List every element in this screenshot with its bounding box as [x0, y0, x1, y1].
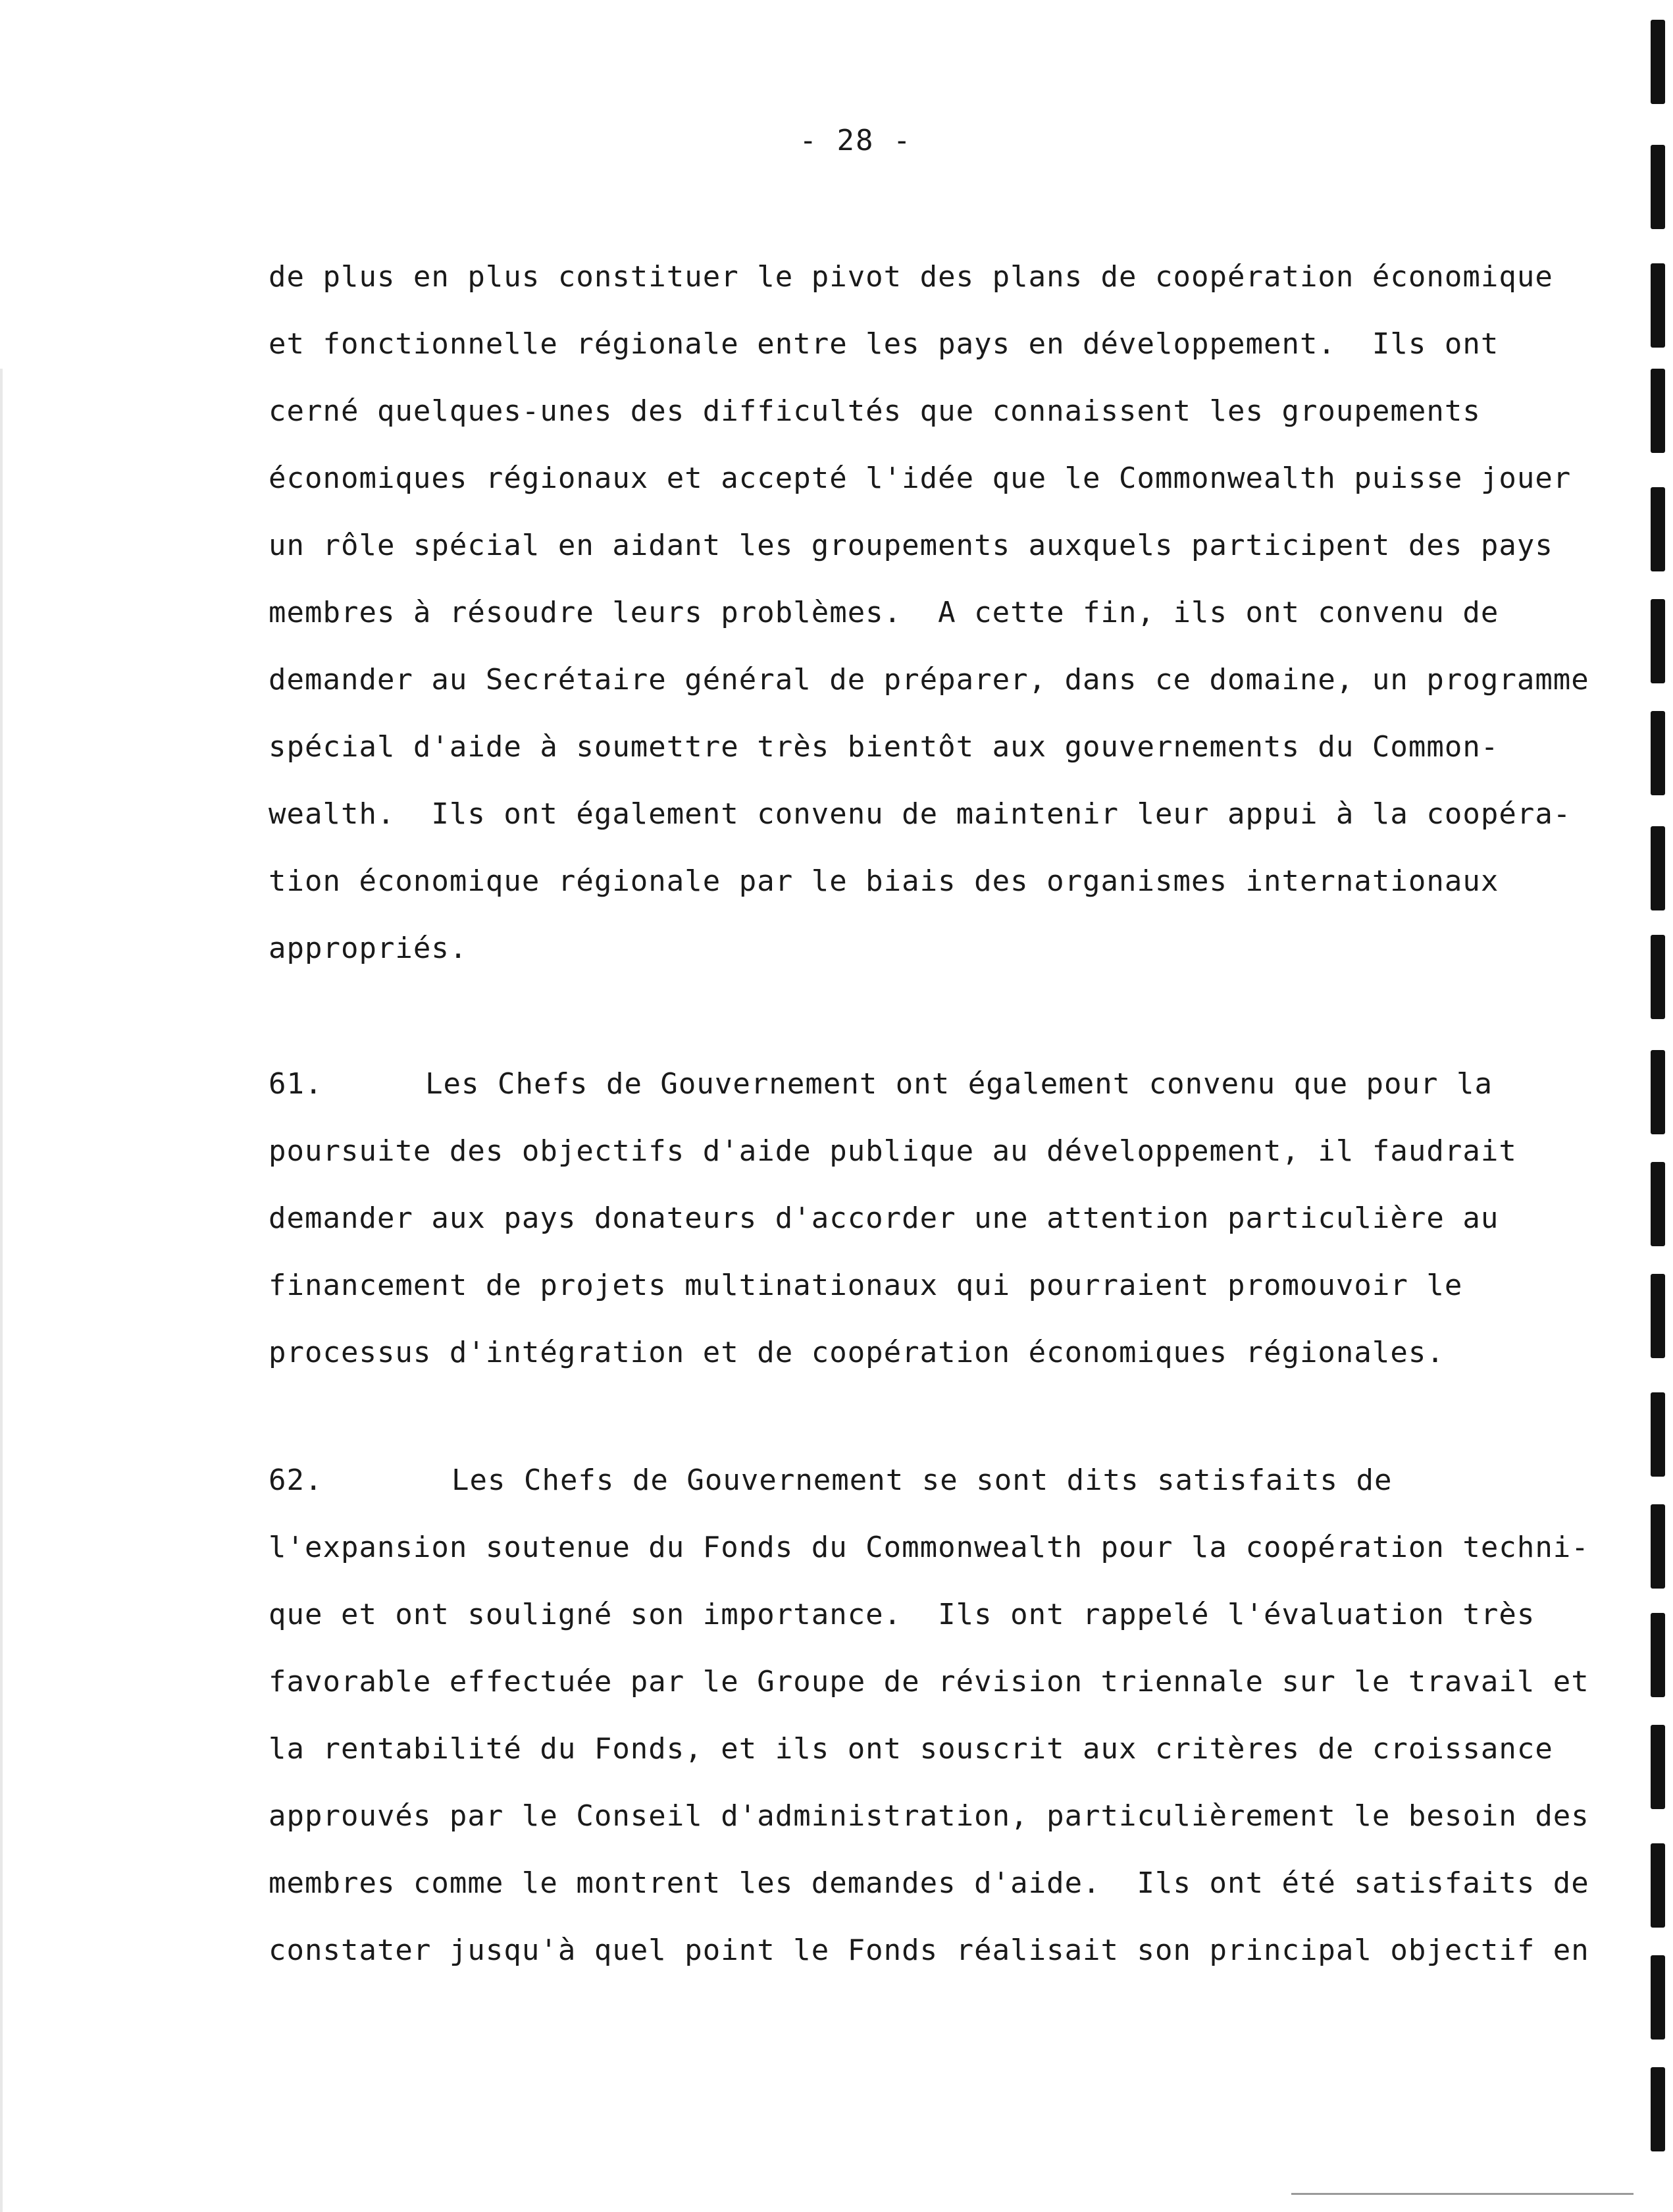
text-line: Les Chefs de Gouvernement ont également convenu que pour la — [425, 1067, 1493, 1101]
binding-mark — [1651, 711, 1665, 795]
binding-mark — [1651, 1050, 1665, 1134]
binding-mark — [1651, 826, 1665, 910]
binding-mark — [1651, 1843, 1665, 1928]
text-line: Les Chefs de Gouvernement se sont dits satisfaits de — [451, 1463, 1393, 1497]
text-line: favorable effectuée par le Groupe de révision triennale sur le travail et — [269, 1665, 1589, 1698]
binding-mark — [1651, 2067, 1665, 2151]
paragraph-number: 62. — [269, 1463, 323, 1497]
binding-marks — [1634, 0, 1673, 2198]
scan-left-edge — [0, 369, 3, 2212]
binding-mark — [1651, 1725, 1665, 1809]
binding-mark — [1651, 1162, 1665, 1246]
text-line: membres comme le montrent les demandes d'aide. Ils ont été satisfaits de — [269, 1866, 1589, 1900]
paragraph-61 — [269, 1051, 1517, 1386]
text-line: l'expansion soutenue du Fonds du Commonwealth pour la coopération techni- — [269, 1531, 1589, 1564]
binding-mark — [1651, 20, 1665, 104]
text-line: de plus en plus constituer le pivot des plans de coopération économique — [269, 260, 1553, 294]
text-line: un rôle spécial en aidant les groupements auxquels participent des pays — [269, 529, 1553, 562]
text-line: membres à résoudre leurs problèmes. A cette fin, ils ont convenu de — [269, 596, 1499, 629]
text-line: spécial d'aide à soumettre très bientôt aux gouvernements du Common- — [269, 730, 1499, 764]
text-line: financement de projets multinationaux qui pourraient promouvoir le — [269, 1269, 1463, 1302]
paragraph-number: 61. — [269, 1067, 323, 1101]
text-line: processus d'intégration et de coopération économiques régionales. — [269, 1336, 1445, 1369]
binding-mark — [1651, 1613, 1665, 1697]
text-line: économiques régionaux et accepté l'idée que le Commonwealth puisse jouer — [269, 461, 1572, 495]
bottom-rule — [1291, 2193, 1634, 2195]
text-line: cerné quelques-unes des difficultés que connaissent les groupements — [269, 394, 1481, 428]
text-line: constater jusqu'à quel point le Fonds réalisait son principal objectif en — [269, 1934, 1589, 1967]
text-line: tion économique régionale par le biais des organismes internationaux — [269, 864, 1499, 898]
binding-mark — [1651, 1274, 1665, 1358]
text-line: la rentabilité du Fonds, et ils ont souscrit aux critères de croissance — [269, 1732, 1553, 1766]
text-line: demander aux pays donateurs d'accorder une attention particulière au — [269, 1201, 1499, 1235]
binding-mark — [1651, 369, 1665, 453]
binding-mark — [1651, 145, 1665, 229]
binding-mark — [1651, 1955, 1665, 2040]
binding-mark — [1651, 599, 1665, 683]
text-line: poursuite des objectifs d'aide publique au développement, il faudrait — [269, 1134, 1517, 1168]
binding-mark — [1651, 1504, 1665, 1589]
text-line: et fonctionnelle régionale entre les pays en développement. Ils ont — [269, 327, 1499, 361]
binding-mark — [1651, 1392, 1665, 1477]
binding-mark — [1651, 935, 1665, 1019]
text-line: appropriés. — [269, 932, 468, 965]
text-line: approuvés par le Conseil d'administration, particulièrement le besoin des — [269, 1799, 1589, 1833]
paragraph-61-head — [269, 1051, 1493, 1118]
text-line: que et ont souligné son importance. Ils ont rappelé l'évaluation très — [269, 1598, 1535, 1631]
binding-mark — [1651, 487, 1665, 571]
paragraph-continuation — [269, 244, 1589, 982]
text-line: demander au Secrétaire général de préparer, dans ce domaine, un programme — [269, 663, 1589, 697]
paragraph-62 — [269, 1447, 1589, 1984]
page-number: - 28 - — [799, 124, 912, 157]
paragraph-62-head — [269, 1447, 1493, 1514]
text-line: wealth. Ils ont également convenu de maintenir leur appui à la coopéra- — [269, 797, 1572, 831]
binding-mark — [1651, 263, 1665, 348]
